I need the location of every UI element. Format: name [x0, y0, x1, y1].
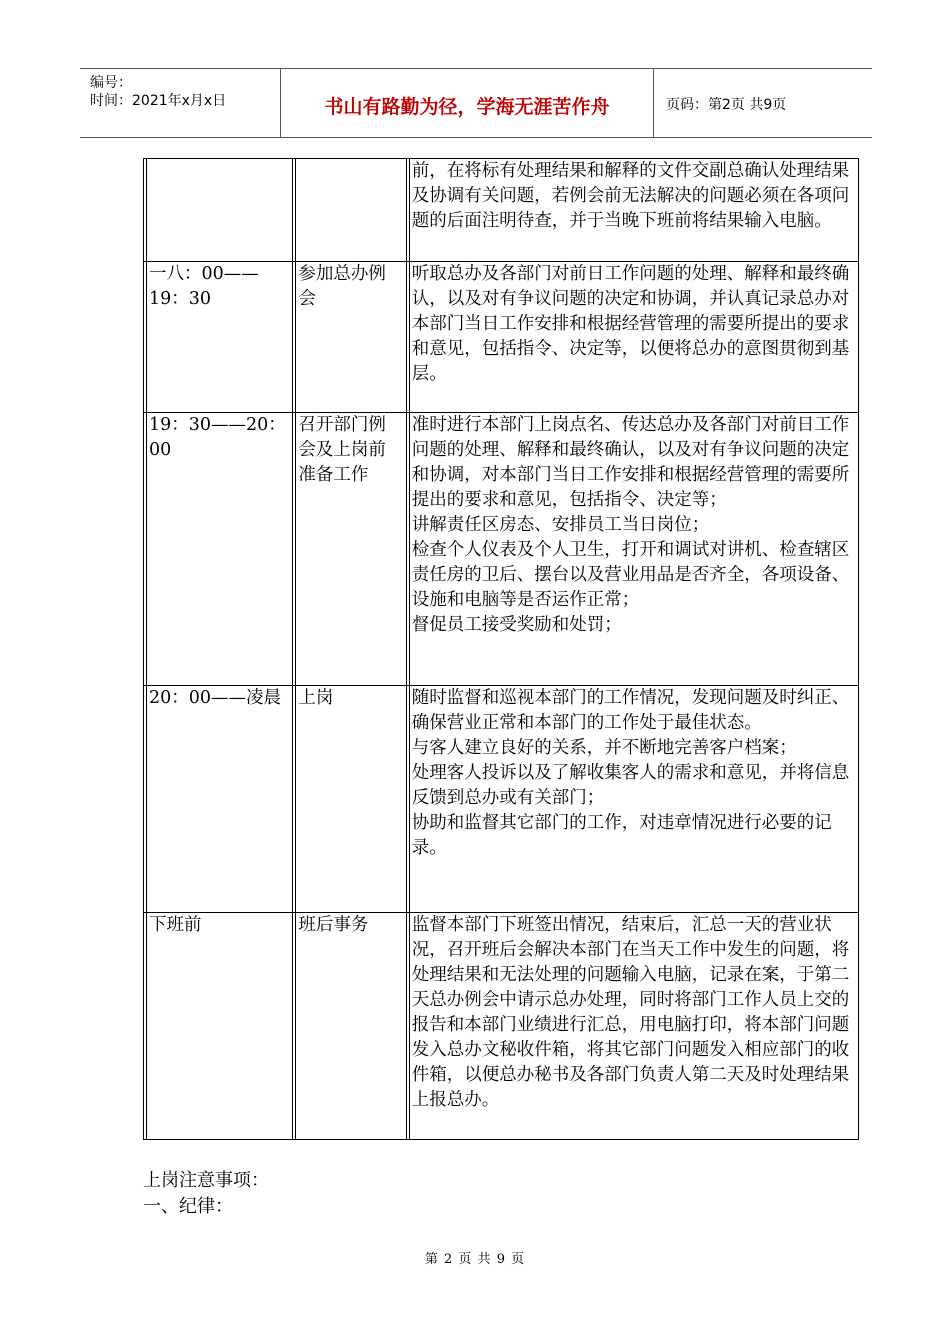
content-cell	[406, 413, 858, 686]
content-paragraph: 处理客人投诉以及了解收集客人的需求和意见，并将信息反馈到总办或有关部门；	[411, 763, 850, 808]
table-row	[144, 913, 859, 1140]
content-cell	[406, 913, 858, 1140]
notes-heading: 上岗注意事项：	[143, 1170, 269, 1191]
content-paragraph: 准时进行本部门上岗点名、传达总办及各部门对前日工作问题的处理、解释和最终确认，以及对有争议问题的决定和协调，对本部门当日工作安排和根据经营管理的需要所提出的要求和意见，包括指令、决定等；	[411, 415, 850, 510]
content-paragraph: 检查个人仪表及个人卫生，打开和调试对讲机、检查辖区责任房的卫后、摆台以及营业用品是否齐全，各项设备、设施和电脑等是否运作正常；	[411, 540, 850, 610]
content-paragraph: 讲解责任区房态、安排员工当日岗位；	[411, 515, 710, 535]
page-footer: 第 2 页 共 9 页	[424, 1252, 526, 1267]
content-paragraph: 协助和监督其它部门的工作，对违章情况进行必要的记录。	[411, 813, 832, 858]
schedule-table	[143, 158, 859, 1140]
content-paragraph: 听取总办及各部门对前日工作问题的处理、解释和最终确认，以及对有争议问题的决定和协调，并认真记录总办对本部门当日工作安排和根据经营管理的需要所提出的要求和意见，包括指令、决定等，以便将总办的意图贯彻到基层。	[411, 264, 850, 384]
content-paragraph: 前，在将标有处理结果和解释的文件交副总确认处理结果及协调有关问题，若例会前无法解决的问题必须在各项问题的后面注明待查，并于当晚下班前将结果输入电脑。	[411, 161, 850, 231]
page-header	[80, 68, 872, 138]
notes-item-discipline: 一、纪律：	[143, 1196, 233, 1217]
content-paragraph: 监督本部门下班签出情况，结束后，汇总一天的营业状况，召开班后会解决本部门在当天工作中发生的问题，将处理结果和无法处理的问题输入电脑，记录在案，于第二天总办例会中请示总办处理，同时将部门工作人员上交的报告和本部门业绩进行汇总，用电脑打印，将本部门问题发入总办文秘收件箱，将其它部门问题发入相应部门的收件箱，以便总办秘书及各部门负责人第二天及时处理结果上报总办。	[411, 915, 850, 1110]
time-cell: 下班前	[144, 913, 293, 1140]
header-meta	[90, 74, 226, 110]
header-motto: 书山有路勤为径，学海无涯苦作舟	[324, 96, 610, 118]
content-paragraph: 与客人建立良好的关系，并不断地完善客户档案；	[411, 738, 797, 758]
table-row	[144, 262, 859, 413]
table-row	[144, 413, 859, 686]
item-cell: 召开部门例会及上岗前准备工作	[293, 413, 406, 686]
header-motto-cell	[281, 69, 654, 137]
notes-section	[143, 1168, 269, 1220]
content-paragraph: 随时监督和巡视本部门的工作情况，发现问题及时纠正、确保营业正常和本部门的工作处于最佳状态。	[411, 688, 850, 733]
content-cell	[406, 686, 858, 913]
header-page-cell	[654, 69, 872, 137]
time-cell: 一八：00——19：30	[144, 262, 293, 413]
content-paragraph: 督促员工接受奖励和处罚；	[411, 615, 622, 635]
table-row	[144, 686, 859, 913]
time-cell: 19：30——20：00	[144, 413, 293, 686]
item-cell: 上岗	[293, 686, 406, 913]
content-cell	[406, 262, 858, 413]
item-cell: 班后事务	[293, 913, 406, 1140]
document-number-label: 编号：	[90, 75, 132, 91]
header-page-info: 页码：第2页 共9页	[666, 97, 787, 113]
item-cell: 参加总办例会	[293, 262, 406, 413]
time-cell: 20：00——凌晨	[144, 686, 293, 913]
table-row	[144, 159, 859, 262]
time-cell	[144, 159, 293, 262]
content-cell	[406, 159, 858, 262]
document-time-label: 时间：2021年x月x日	[90, 93, 227, 109]
header-meta-cell	[80, 69, 281, 137]
item-cell	[293, 159, 406, 262]
